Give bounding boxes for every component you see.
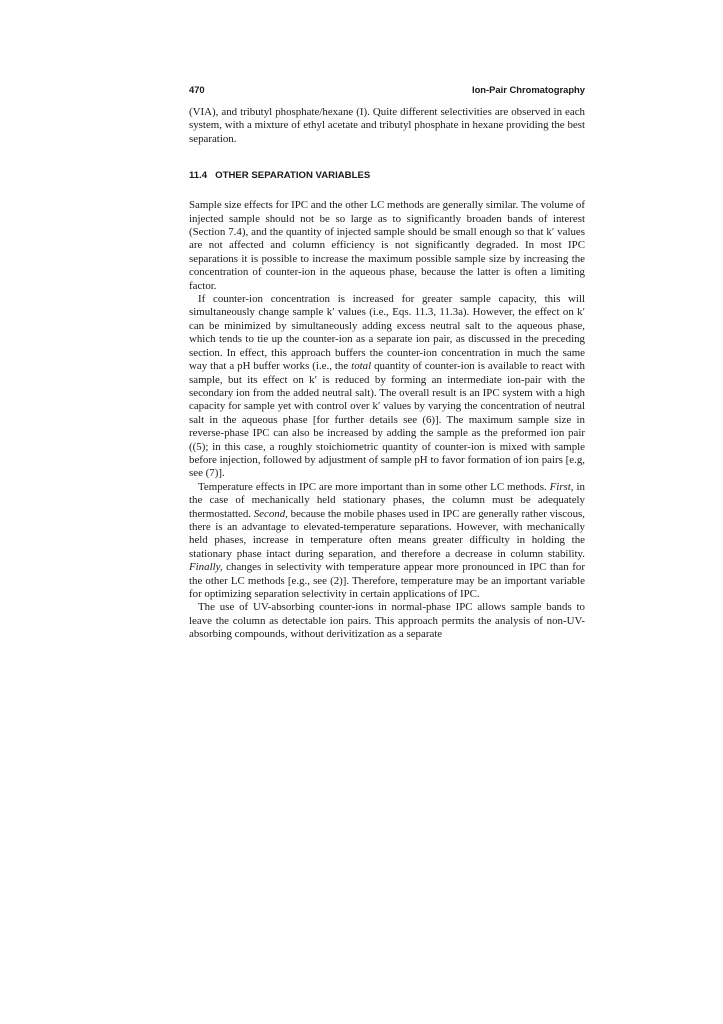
para3-emphasis-first: First, (549, 480, 574, 493)
para2-text-a: If counter-ion concentration is increased for greater sample capacity, this will simultaneously change sample k′ values (i.e., Eqs. 11.3, 11.3a). However, the effect on k′ can be minimized by simultaneously adding excess neutral salt to the aqueous phase, which tends to tie up the counter-ion as a separate ion pair, as discussed in the preceding section. In effect, this approach buffers the counter-ion concentration in much the same way that a pH buffer works (i.e., the (189, 293, 585, 373)
para2-emphasis: total (351, 360, 372, 373)
paragraph-temperature (189, 481, 585, 602)
para3-text-d: changes in selectivity with temperature appear more pronounced in IPC than for the other LC methods [e.g., see (2)]. Therefore, temperature may be an important variable for optimizing separation selectivity in certain applications of IPC. (189, 561, 585, 600)
paragraph-continued: (VIA), and tributyl phosphate/hexane (I). Quite different selectivities are observed in each system, with a mixture of ethyl acetate and tributyl phosphate in hexane providing the best separation. (189, 106, 585, 145)
para3-text-c: because the mobile phases used in IPC are generally rather viscous, there is an advantage to elevated-temperature separations. However, with mechanically held phases, increase in temperature often means greater difficulty in holding the stationary phase intact during separation, and therefore a decrease in column stability. (189, 507, 585, 560)
document-page (189, 84, 585, 642)
paragraph-uv-absorbing: The use of UV-absorbing counter-ions in normal-phase IPC allows sample bands to leave the column as detectable ion pairs. This approach permits the analysis of non-UV-absorbing compounds, without derivitization as a separate (189, 601, 585, 641)
section-title: OTHER SEPARATION VARIABLES (215, 170, 371, 182)
running-header (189, 84, 585, 96)
running-title: Ion-Pair Chromatography (471, 84, 585, 95)
paragraph-counter-ion (189, 293, 585, 481)
section-heading (189, 170, 585, 182)
section-number: 11.4 (189, 170, 208, 182)
paragraph-sample-size: Sample size effects for IPC and the other LC methods are generally similar. The volume of injected sample should not be so large as to significantly broaden bands of interest (Section 7.4), and the quantity of injected sample should be small enough so that k′ values are not affected and column efficiency is not significantly degraded. In most IPC separations it is possible to increase the maximum possible sample size by increasing the concentration of counter-ion in the aqueous phase, because the latter is often a limiting factor. (189, 199, 585, 292)
para3-text-b: in the case of mechanically held stationary phases, the column must be adequately thermostatted. (189, 480, 585, 520)
para3-emphasis-finally: Finally, (189, 561, 223, 574)
para3-text-a: Temperature effects in IPC are more important than in some other LC methods. (198, 480, 547, 493)
para3-emphasis-second: Second, (253, 507, 288, 520)
page-number: 470 (189, 84, 205, 95)
para2-text-b: quantity of counter-ion is available to react with sample, but its effect on k′ is reduced by forming an intermediate ion-pair with the secondary ion from the added neutral salt). The overall result is an IPC system with a high capacity for sample yet with control over k′ values by varying the concentration of neutral salt in the aqueous phase [for further details see (6)]. The maximum sample size in reverse-phase IPC can also be increased by adding the sample as the preformed ion pair ((5); in this case, a roughly stoichiometric quantity of counter-ion is mixed with sample before injection, followed by adjustment of sample pH to favor formation of ion pairs [e.g, see (7)]. (189, 360, 585, 480)
